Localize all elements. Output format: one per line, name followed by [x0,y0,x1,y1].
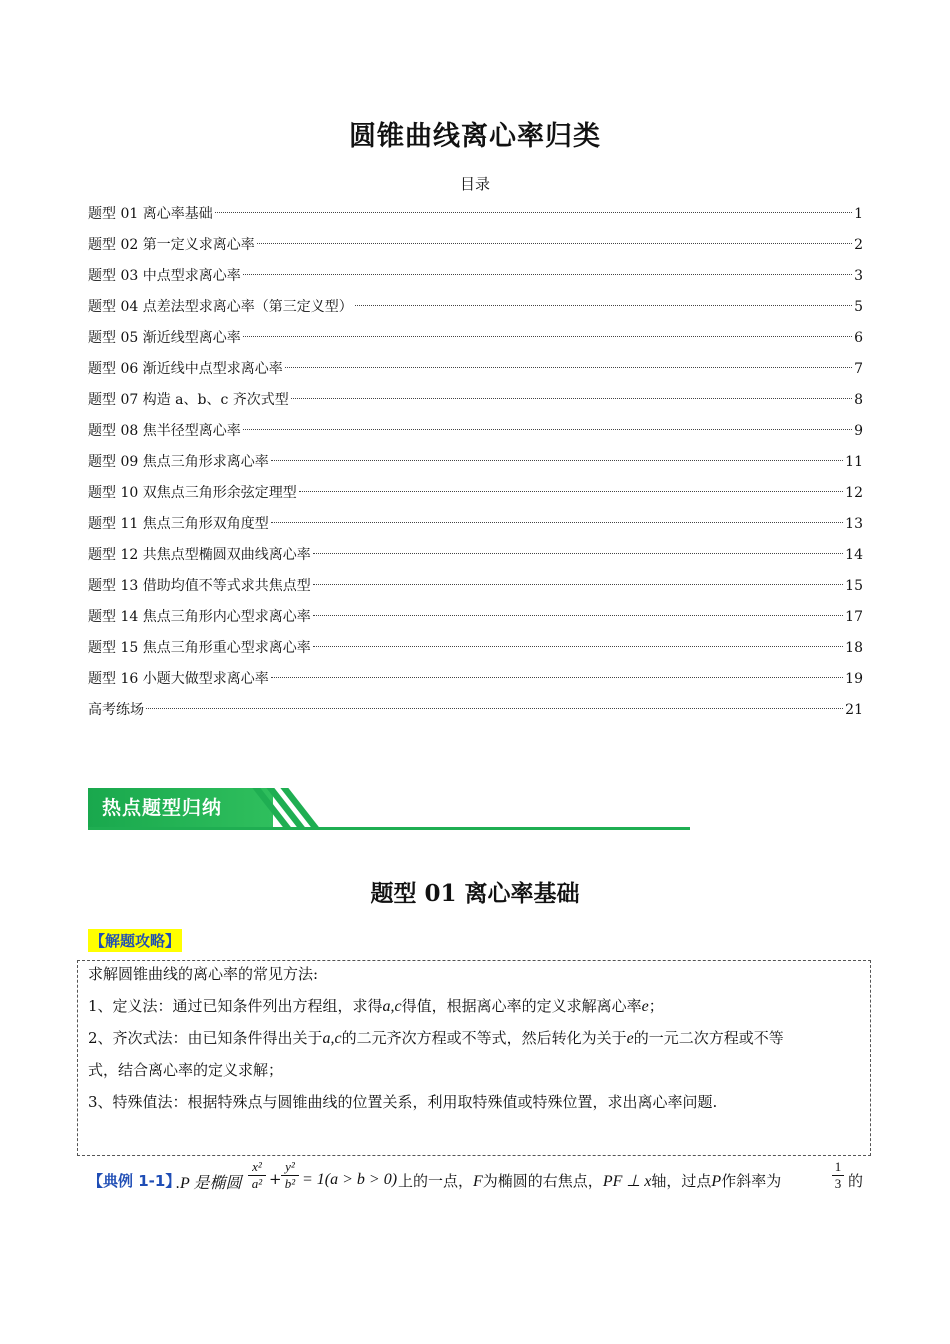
toc-entry[interactable] [88,354,863,385]
example-1-1 [88,1160,868,1208]
toc-leader-dots [271,460,843,461]
toc-leader-dots [271,677,843,678]
toc-leader-dots [355,305,852,306]
toc-leader-dots [215,212,852,213]
toc-entry[interactable] [88,447,863,478]
toc-leader-dots [285,367,852,368]
strategy-method-2: 2、齐次式法：由已知条件得出关于a,c的二元齐次方程或不等式，然后转化为关于e的一元二次方程或不等 [88,1029,784,1047]
toc-leader-dots [299,491,843,492]
toc-entry-label: 题型 10 双焦点三角形余弦定理型 [88,485,297,501]
toc-entry-page: 6 [854,330,863,346]
toc-entry-label: 题型 13 借助均值不等式求共焦点型 [88,578,311,594]
toc-entry[interactable] [88,323,863,354]
toc-leader-dots [243,274,852,275]
example-tag: 【典例 1-1】 [88,1172,181,1190]
toc-entry[interactable] [88,695,863,726]
toc-leader-dots [257,243,852,244]
plus-sign: + [269,1170,282,1188]
toc-entry-page: 1 [854,206,863,222]
toc-heading: 目录 [459,175,490,193]
fraction-y2-b2: y² b² [281,1160,299,1191]
strategy-method-1: 1、定义法：通过已知条件列出方程组，求得a,c得值，根据离心率的定义求解离心率e； [88,997,664,1015]
toc-entry-label: 题型 14 焦点三角形内心型求离心率 [88,609,311,625]
toc-entry[interactable] [88,385,863,416]
toc-entry[interactable] [88,571,863,602]
strategy-label: 【解题攻略】 [88,929,182,952]
toc-entry-label: 题型 02 第一定义求离心率 [88,237,255,253]
example-text-start: .P 是椭圆 [176,1175,242,1192]
toc-entry[interactable] [88,230,863,261]
toc-entry[interactable] [88,509,863,540]
toc-entry-page: 2 [854,237,863,253]
toc-entry-page: 12 [845,485,863,501]
toc-entry-label: 题型 06 渐近线中点型求离心率 [88,361,283,377]
toc-entry-page: 21 [845,702,863,718]
toc-leader-dots [271,522,843,523]
toc-leader-dots [313,615,843,616]
toc-entry-label: 题型 03 中点型求离心率 [88,268,241,284]
toc-entry-label: 题型 01 离心率基础 [88,206,213,222]
toc-entry[interactable] [88,292,863,323]
strategy-method-3: 3、特殊值法：根据特殊点与圆锥曲线的位置关系，利用取特殊值或特殊位置，求出离心率问题. [88,1093,718,1111]
toc-leader-dots [313,553,843,554]
strategy-box [77,960,871,1156]
toc-entry-page: 14 [845,547,863,563]
example-text-end: 的 [848,1172,864,1190]
toc-entry-label: 题型 08 焦半径型离心率 [88,423,241,439]
toc-leader-dots [146,708,843,709]
toc-entry-label: 题型 16 小题大做型求离心率 [88,671,269,687]
fraction-one-third: 1 3 [832,1160,844,1191]
toc-entry-page: 8 [854,392,863,408]
fraction-x2-a2: x² a² [248,1160,266,1191]
toc-entry[interactable] [88,261,863,292]
toc-entry-page: 18 [845,640,863,656]
toc-entry-label: 题型 15 焦点三角形重心型求离心率 [88,640,311,656]
toc-entry-page: 19 [845,671,863,687]
table-of-contents [88,199,863,726]
toc-entry-label: 题型 12 共焦点型椭圆双曲线离心率 [88,547,311,563]
toc-entry-page: 15 [845,578,863,594]
toc-entry-label: 题型 09 焦点三角形求离心率 [88,454,269,470]
toc-entry[interactable] [88,633,863,664]
toc-entry-page: 3 [854,268,863,284]
toc-entry[interactable] [88,602,863,633]
toc-entry-label: 题型 11 焦点三角形双角度型 [88,516,269,532]
toc-leader-dots [291,398,852,399]
toc-leader-dots [243,336,852,337]
toc-entry-page: 9 [854,423,863,439]
strategy-intro: 求解圆锥曲线的离心率的常见方法: [88,965,319,983]
toc-entry[interactable] [88,478,863,509]
banner-text: 热点题型归纳 [102,797,223,819]
toc-entry-label: 题型 05 渐近线型离心率 [88,330,241,346]
toc-entry-page: 13 [845,516,863,532]
toc-leader-dots [313,584,843,585]
toc-entry[interactable] [88,416,863,447]
toc-entry-label: 高考练场 [88,702,144,718]
toc-entry-page: 7 [854,361,863,377]
toc-entry[interactable] [88,540,863,571]
example-text-middle: 上的一点，F为椭圆的右焦点，PF ⊥ x轴，过点P作斜率为 [398,1172,782,1190]
example-equation-tail: = 1(a > b > 0) [302,1171,398,1188]
toc-entry-page: 5 [854,299,863,315]
document-title: 圆锥曲线离心率归类 [349,121,601,152]
toc-entry-label: 题型 04 点差法型求离心率（第三定义型） [88,299,353,315]
toc-leader-dots [243,429,852,430]
toc-entry-label: 题型 07 构造 a、b、c 齐次式型 [88,392,289,408]
strategy-method-2-cont: 式，结合离心率的定义求解； [88,1061,284,1079]
hot-topics-banner [88,788,690,830]
toc-entry-page: 17 [845,609,863,625]
toc-leader-dots [313,646,843,647]
toc-entry-page: 11 [845,454,863,470]
section-title: 题型 01 离心率基础 [370,880,580,907]
toc-entry[interactable] [88,664,863,695]
toc-entry[interactable] [88,199,863,230]
